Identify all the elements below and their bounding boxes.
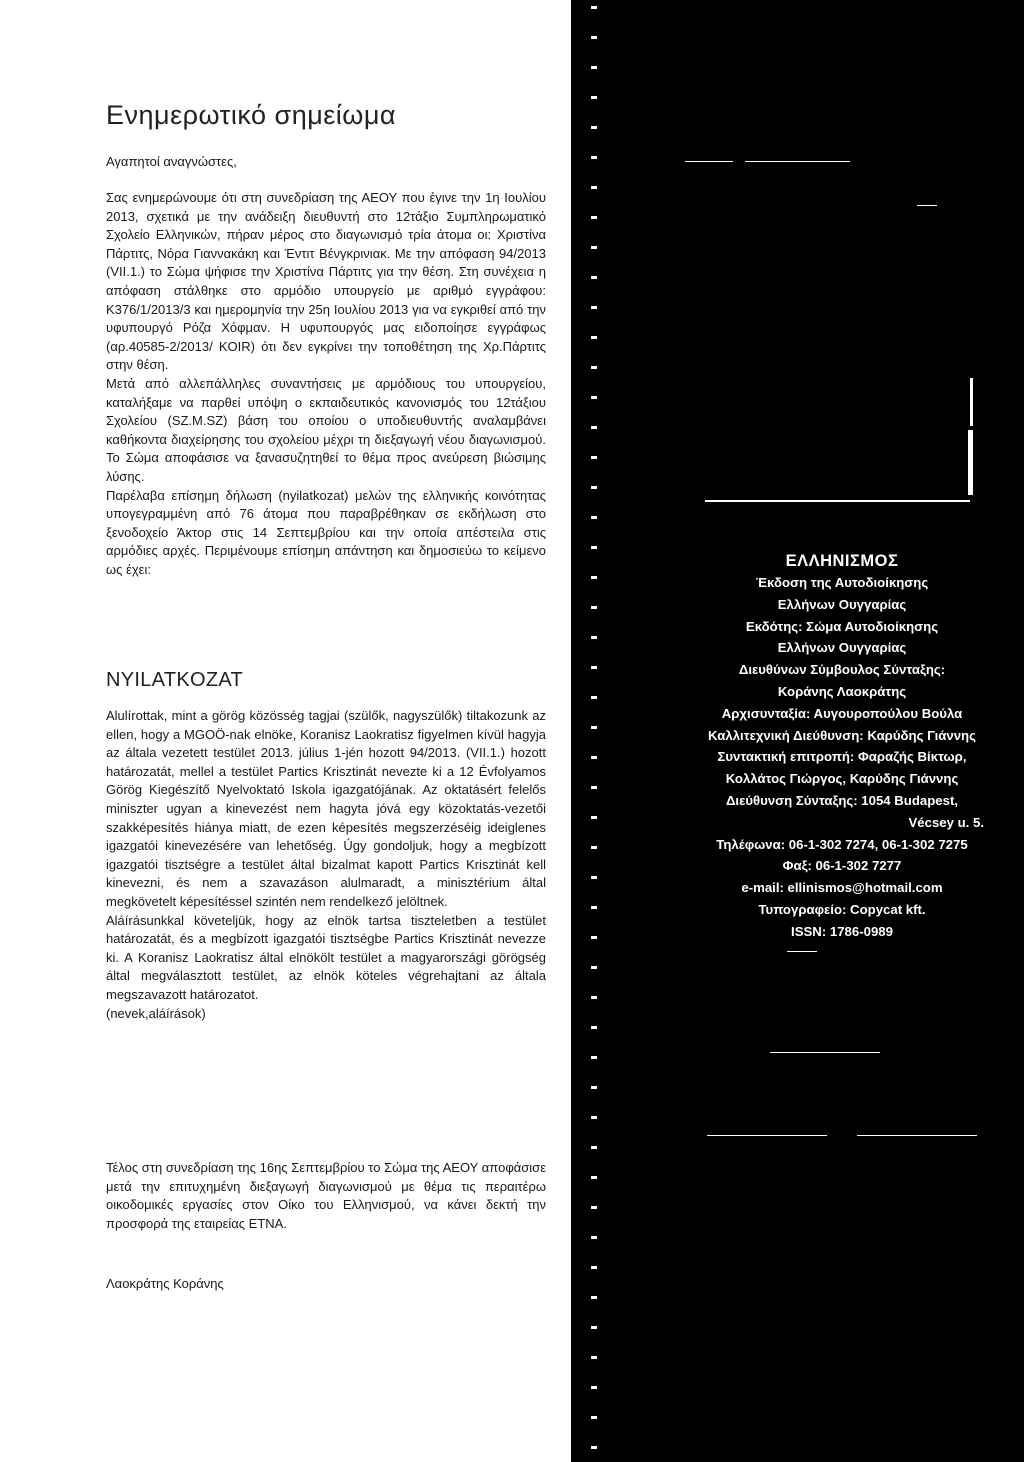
letter-body: [106, 189, 546, 579]
decorative-rule: [707, 1135, 827, 1136]
imprint-line: ISSN: 1786-0989: [791, 923, 893, 939]
imprint-line: Καλλιτεχνική Διεύθυνση: Καρύδης Γιάννης: [708, 727, 976, 743]
paragraph-meetings: Μετά από αλλεπάλληλες συναντήσεις με αρμόδιους του υπουργείου, καταλήξαμε να παρθεί υπόψη ο εκπαιδευτικός κανονισμός του 12τάξιου Σχολείου (SZ.M.SZ) βάση του οποίου ο υποδιευθυντής αναλαμβάνει καθήκοντα διαχείρησης του σχολείου μέχρι τη διεξαγωγή νέου διαγωνισμού. Το Σώμα αποφάσισε να ξανασυζητηθεί το θέμα προς ανεύρεση βιώσιμης λύσης.: [106, 375, 546, 484]
imprint-line: e-mail: ellinismos@hotmail.com: [741, 880, 943, 896]
paragraph-declaration-intro: Παρέλαβα επίσημη δήλωση (nyilatkozat) μελών της ελληνικής κοινότητας υπογεγραμμένη από 76 άτομα που παραβρέθηκαν σε εκδήλωση στο ξενοδοχείο Άκτορ στις 14 Σεπτεμβρίου και την οποία απέστειλα στις αρμόδιες αρχές. Περιμένουμε επίσημη απάντηση και δημοσιεύω το κείμενο ως έχει:: [106, 487, 546, 577]
imprint-line: Έκδοση της Αυτοδιοίκησης: [755, 575, 929, 590]
declaration-title: NYILATKOZAT: [106, 669, 244, 691]
declaration-paragraph-2: Aláírásunkkal követeljük, hogy az elnök tartsa tiszteletben a testület határozatát, és a megbízott igazgatói tisztségbe Partics Krisztinát nevezze ki. A Koranisz Laokratisz által elnökölt testület a magyarországi görögség által megválasztott testület, az elnök köteles végrehajtani az általa megszavazott határozatot.: [106, 912, 546, 1002]
masthead: ΕΛΛΗΝΙΣΜΟΣ: [785, 552, 899, 570]
greeting: Αγαπητοί αναγνώστες,: [106, 154, 237, 169]
decorative-rule: [917, 205, 937, 206]
imprint-line: Ελλήνων Ουγγαρίας: [777, 596, 907, 612]
imprint-line: Κοράνης Λαοκράτης: [777, 683, 907, 699]
declaration-paragraph-1: Alulírottak, mint a görög közösség tagjai (szülők, nagyszülők) tiltakozunk az ellen, hogy a MGOÖ-nak elnöke, Koranisz Laokratisz figyelmen kívül hagyja az általa vezetett testület 2013. július 1-jén hozott 94/2013. (VII.1.) hozott határozatát, mellel a testület Partics Krisztinát nevezte ki a 12 Évfolyamos Görög Kiegészítő Nyelvoktató Iskola igazgatójának. Az oktatásért felelős miniszter ugyan a kinevezést nem hagyta jóvá egy közoktatás-vezetői szakképesítés hiánya miatt, de ezen képesítés megszerzéséig ideiglenes igazgatói kinevezésére van lehetőség. Úgy gondoljuk, hogy a megbízott igazgatói tisztségre a testület által bizalmat kapott Partics Krisztinát kell kinevezni, és nem a szavazáson alulmaradt, a minisztérium által megkövetelt képesítéssel szintén nem rendelkező jelöltnek.: [106, 708, 546, 909]
imprint-line: Τυπογραφείο: Copycat kft.: [758, 901, 926, 917]
imprint-line: Vécsey u. 5.: [908, 814, 984, 830]
decorative-rule: [745, 161, 850, 162]
decorative-rule: [770, 1052, 880, 1053]
closing-paragraph: Τέλος στη συνεδρίαση της 16ης Σεπτεμβρίου το Σώμα της ΑΕΟΥ αποφάσισε μετά την επιτυχημένη διεξαγωγή διαγωνισμού με θέμα τις περαιτέρω οικοδομικές εργασίες στον Οίκο του Ελληνισμού, να κάνει δεκτή την προσφορά της εταιρείας ETNA.: [106, 1160, 546, 1231]
imprint-line: Κολλάτος Γιώργος, Καρύδης Γιάννης: [725, 771, 959, 787]
imprint-line: Φαξ: 06-1-302 7277: [782, 858, 902, 874]
column-divider: [571, 0, 597, 1462]
paragraph-election: Σας ενημερώνουμε ότι στη συνεδρίαση της ΑΕΟΥ που έγινε την 1η Ιουλίου 2013, σχετικά με την ανάδειξη διευθυντή στο 12τάξιο Συμπληρωματικό Σχολείο Ελληνικών, πήραν μέρος στο διαγωνισμό τρία άτομα οι: Χριστίνα Πάρτιτς, Νόρα Γιαννακάκη και Έντιτ Βένγκρινιακ. Με την απόφαση 94/2013 (VII.1.) το Σώμα ψήφισε την Χριστίνα Πάρτιτς για την θέση. Στη συνέχεια η απόφαση στάλθηκε στο αρμόδιο υπουργείο με αριθμό εγγράφου: K376/1/2013/3 και ημερομηνία την 25η Ιουλίου 2013 για να εγκριθεί από την υφυπουργό Ρόζα Χόφμαν. Η υφυπουργός μας ειδοποίησε εγγράφως (αρ.40585-2/2013/ KOIR) ότι δεν εγκρίνει την τοποθέτηση της Χρ.Πάρτιτς στην θέση.: [106, 190, 546, 373]
imprint-line: Συντακτική επιτροπή: Φαραζής Βίκτωρ,: [717, 749, 967, 765]
decorative-bar: [968, 430, 973, 495]
imprint: [700, 550, 984, 943]
imprint-line: Αρχισυνταξία: Αυγουροπούλου Βούλα: [721, 705, 963, 721]
imprint-line: Τηλέφωνα: 06-1-302 7274, 06-1-302 7275: [716, 836, 968, 852]
decorative-bar: [970, 378, 973, 426]
declaration-body: [106, 707, 546, 1023]
decorative-rule: [857, 1135, 977, 1136]
imprint-line: Διευθύνων Σύμβουλος Σύνταξης:: [738, 662, 946, 678]
page-title: Ενημερωτικό σημείωμα: [106, 100, 397, 130]
decorative-rule: [705, 500, 970, 502]
imprint-line: Εκδότης: Σώμα Αυτοδιοίκησης: [745, 618, 939, 634]
imprint-line: Ελλήνων Ουγγαρίας: [777, 640, 907, 656]
decorative-rule: [685, 161, 733, 162]
decorative-rule: [787, 951, 817, 952]
declaration-signatures-note: (nevek,aláírások): [106, 1005, 206, 1021]
imprint-line: Διεύθυνση Σύνταξης: 1054 Budapest,: [725, 792, 959, 808]
signature: Λαοκράτης Κοράνης: [106, 1276, 224, 1291]
